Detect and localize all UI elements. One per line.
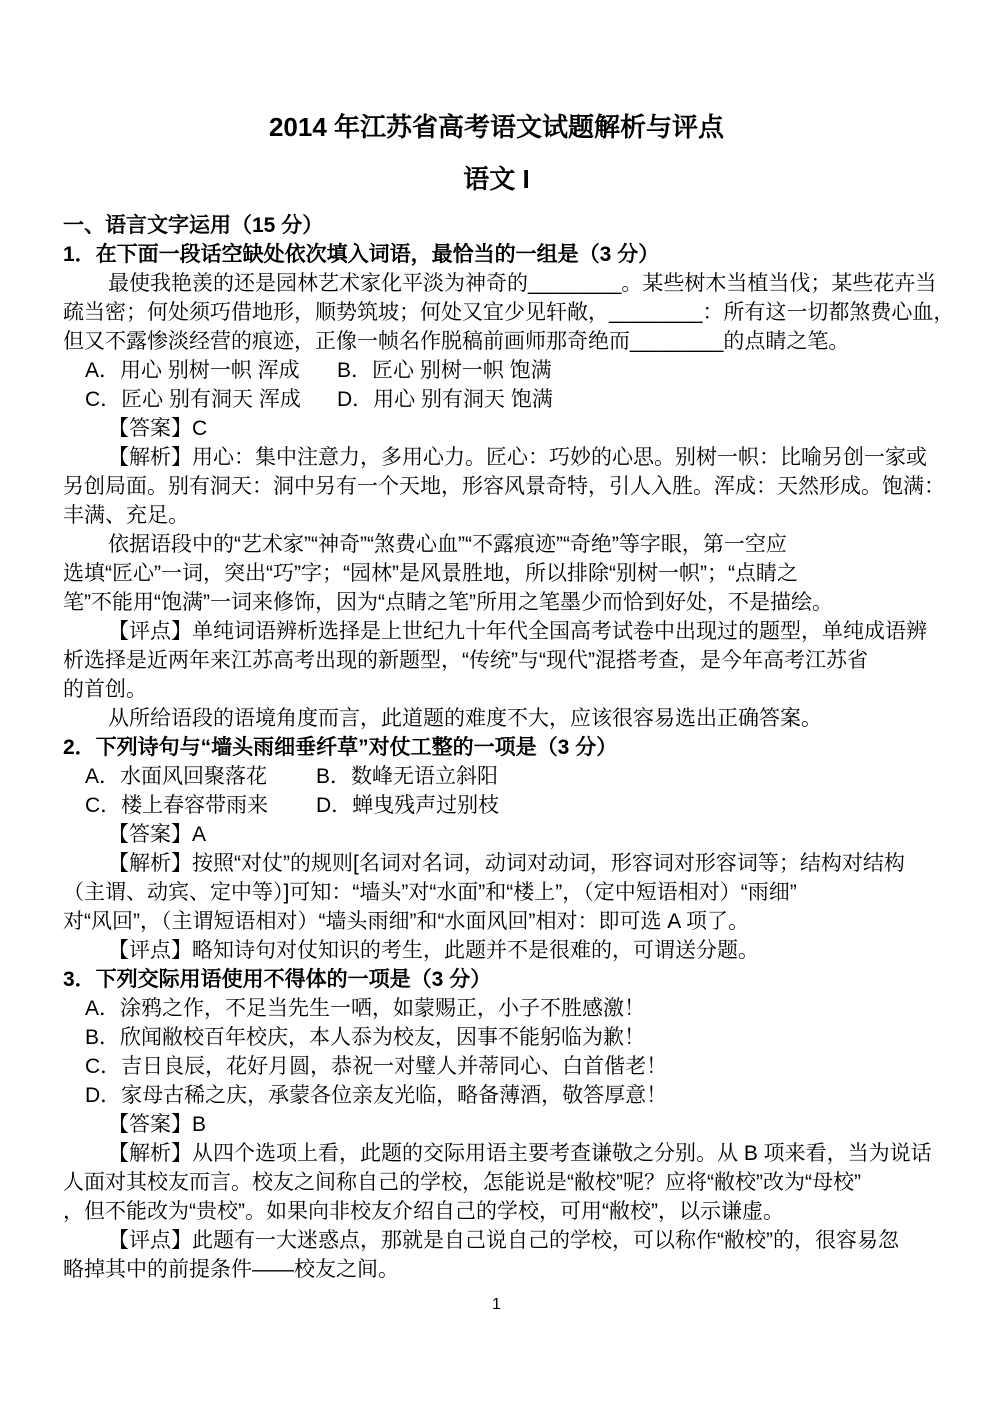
q1-option-c: C．匠心 别有洞天 浑成 (85, 388, 301, 411)
q1-analysis-line-4: 依据语段中的“艺术家”“神奇”“煞费心血”“不露痕迹”“奇绝”等字眼，第一空应 (108, 533, 787, 556)
page-number: 1 (492, 1296, 501, 1313)
q3-option-c: C．吉日良辰，花好月圆，恭祝一对璧人并蒂同心、白首偕老！ (85, 1055, 668, 1078)
question-1-heading: 1．在下面一段话空缺处依次填入词语，最恰当的一组是（3 分） (63, 243, 660, 266)
q1-options-row-2 (63, 385, 958, 414)
document-body (63, 211, 958, 1284)
q1-option-b: B．匠心 别树一帜 饱满 (337, 359, 552, 382)
q3-option-d: D．家母古稀之庆，承蒙各位亲友光临，略备薄酒，敬答厚意！ (85, 1084, 668, 1107)
q2-options-row-1 (63, 762, 958, 791)
q1-passage-line-2: 疏当密；何处须巧借地形，顺势筑坡；何处又宜少见轩敞，________：所有这一切都煞费心血， (63, 301, 955, 324)
q2-analysis-line-1: 【解析】按照“对仗”的规则[名词对名词，动词对动词，形容词对形容词等；结构对结构 (108, 852, 905, 875)
q1-passage-line-1: 最使我艳羡的还是园林艺术家化平淡为神奇的________。某些树木当植当伐；某些花卉当 (108, 272, 937, 295)
q3-comment-line-2: 略掉其中的前提条件——校友之间。 (63, 1258, 399, 1281)
q1-passage-line-3: 但又不露惨淡经营的痕迹，正像一帧名作脱稿前画师那奇绝而________的点睛之笔。 (63, 330, 850, 353)
q1-analysis-line-1: 【解析】用心：集中注意力，多用心力。匠心：巧妙的心思。别树一帜：比喻另创一家或 (108, 446, 927, 469)
q1-answer: 【答案】C (108, 417, 208, 440)
q2-option-b: B．数峰无语立斜阳 (316, 765, 499, 788)
q2-option-d: D．蝉曳残声过别枝 (316, 794, 500, 817)
q1-comment-line-3: 的首创。 (63, 678, 147, 701)
q2-comment-line-1: 【评点】略知诗句对仗知识的考生，此题并不是很难的，可谓送分题。 (108, 939, 759, 962)
q3-option-b: B．欣闻敝校百年校庆，本人忝为校友，因事不能躬临为歉！ (85, 1026, 646, 1049)
q1-comment-line-1: 【评点】单纯词语辨析选择是上世纪九十年代全国高考试卷中出现过的题型，单纯成语辨 (108, 620, 927, 643)
q2-analysis-line-2: （主谓、动宾、定中等）]可知：“墙头”对“水面”和“楼上”，（定中短语相对）“雨细” (63, 881, 797, 904)
document-title: 2014 年江苏省高考语文试题解析与评点 (268, 112, 725, 142)
q2-analysis-line-3: 对“风回”，（主谓短语相对）“墙头雨细”和“水面风回”相对：即可选 A 项了。 (63, 910, 749, 933)
document-subtitle: 语文 I (463, 164, 530, 194)
question-2-heading: 2．下列诗句与“墙头雨细垂纤草”对仗工整的一项是（3 分） (63, 736, 618, 759)
q1-comment-line-4: 从所给语段的语境角度而言，此道题的难度不大，应该很容易选出正确答案。 (108, 707, 822, 730)
q3-option-a: A．涂鸦之作，不足当先生一哂，如蒙赐正，小子不胜感激！ (85, 997, 646, 1020)
q1-option-d: D．用心 别有洞天 饱满 (337, 388, 553, 411)
q2-option-a: A．水面风回聚落花 (85, 765, 268, 788)
q2-options-row-2 (63, 791, 958, 820)
q3-comment-line-1: 【评点】此题有一大迷惑点，那就是自己说自己的学校，可以称作“敝校”的，很容易忽 (108, 1229, 899, 1252)
q2-answer: 【答案】A (108, 823, 207, 846)
question-3-heading: 3．下列交际用语使用不得体的一项是（3 分） (63, 968, 492, 991)
q3-answer: 【答案】B (108, 1113, 207, 1136)
q2-option-c: C．楼上春容带雨来 (85, 794, 269, 817)
section-1-heading: 一、语言文字运用（15 分） (63, 214, 324, 237)
q1-option-a: A．用心 别树一帜 浑成 (85, 359, 300, 382)
q3-analysis-line-2: 人面对其校友而言。校友之间称自己的学校，怎能说是“敝校”呢？应将“敝校”改为“母校” (63, 1171, 861, 1194)
q1-options-row-1 (63, 356, 958, 385)
q1-analysis-line-3: 丰满、充足。 (63, 504, 189, 527)
q3-analysis-line-3: ，但不能改为“贵校”。如果向非校友介绍自己的学校，可用“敝校”，以示谦虚。 (63, 1200, 784, 1223)
q1-analysis-line-6: 笔”不能用“饱满”一词来修饰，因为“点睛之笔”所用之笔墨少而恰到好处，不是描绘。 (63, 591, 833, 614)
q3-analysis-line-1: 【解析】从四个选项上看，此题的交际用语主要考查谦敬之分别。从 B 项来看，当为说话 (108, 1142, 932, 1165)
q1-comment-line-2: 析选择是近两年来江苏高考出现的新题型，“传统”与“现代”混搭考查，是今年高考江苏省 (63, 649, 868, 672)
q1-analysis-line-2: 另创局面。别有洞天：洞中另有一个天地，形容风景奇特，引人入胜。浑成：天然形成。饱满： (63, 475, 945, 498)
q1-analysis-line-5: 选填“匠心”一词，突出“巧”字；“园林”是风景胜地，所以排除“别树一帜”；“点睛之 (63, 562, 798, 585)
